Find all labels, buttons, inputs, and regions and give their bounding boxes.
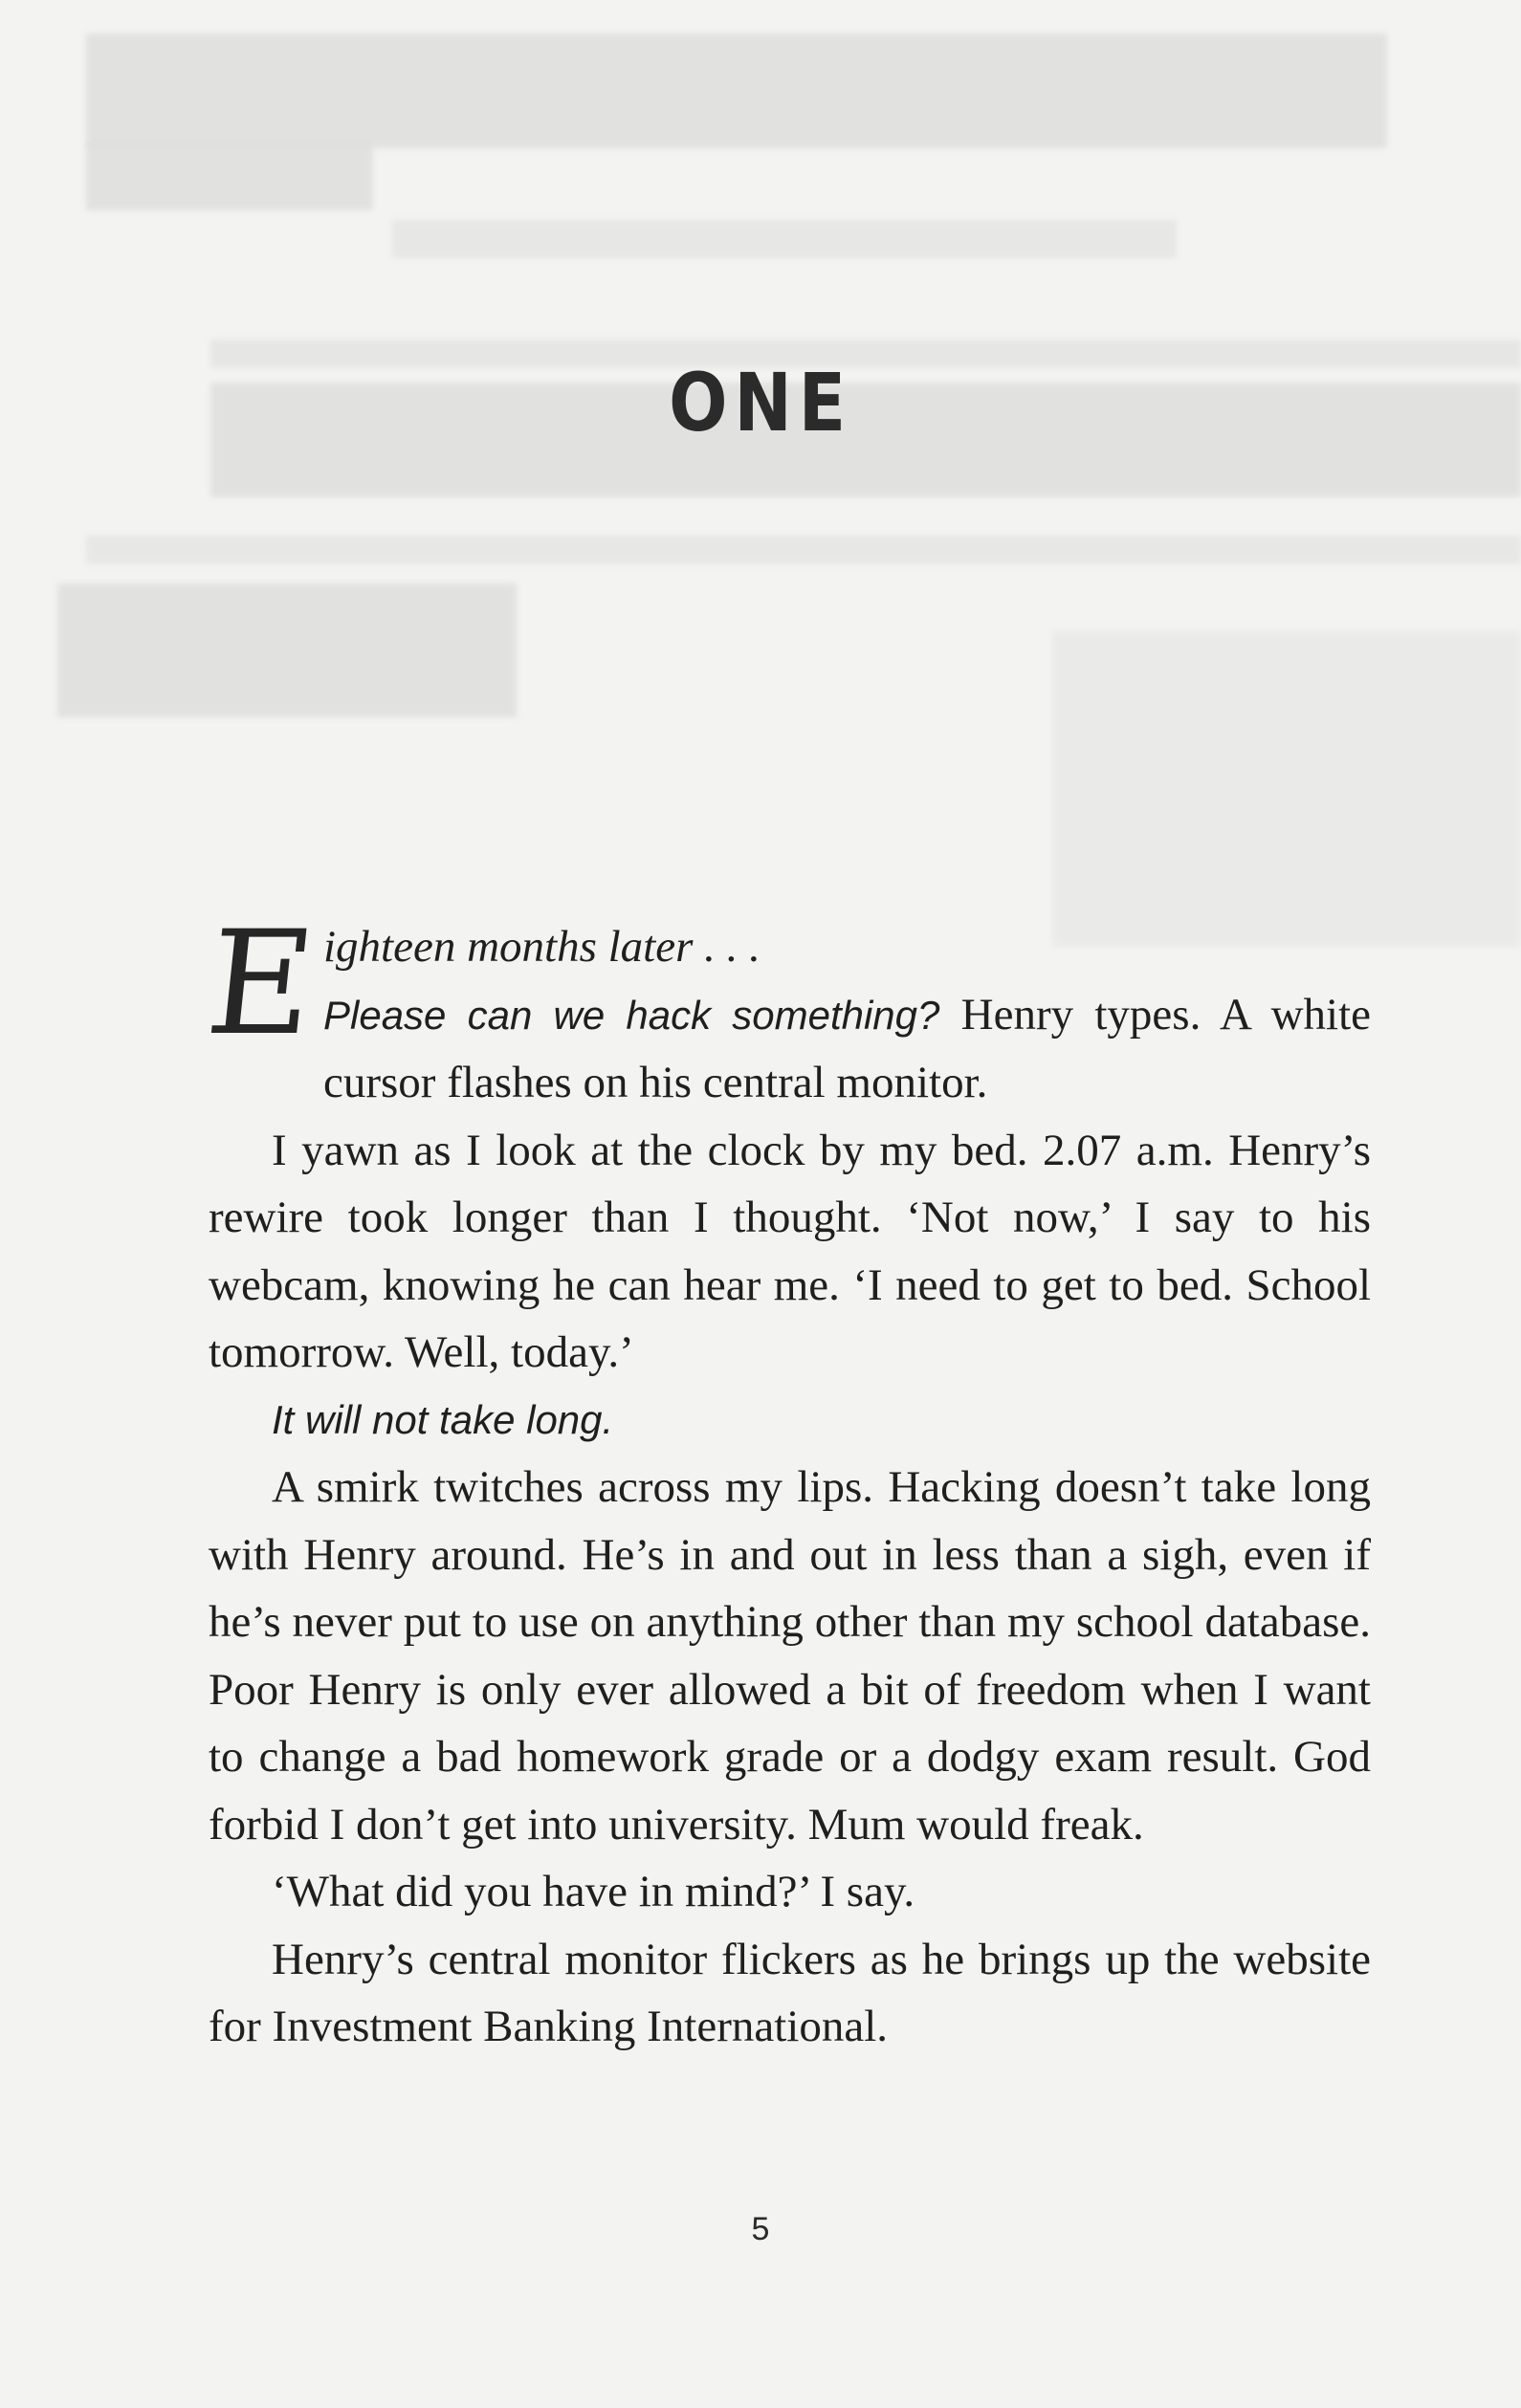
paragraph: Henry’s central monitor flickers as he brings up the website for Investment Banking International. xyxy=(209,1934,1371,2051)
opening-paragraph xyxy=(199,901,1372,1117)
chapter-title: ONE xyxy=(669,356,852,449)
paragraph: I yawn as I look at the clock by my bed. 2.07 a.m. Henry’s rewire took longer than I thought. ‘Not now,’ I say to his webcam, knowing he can hear me. ‘I need to get to bed. School tomorrow. Well, today.’ xyxy=(209,1125,1371,1377)
page-number: 5 xyxy=(751,2211,770,2247)
scan-artifact xyxy=(86,33,1387,148)
drop-cap: E xyxy=(199,901,322,1067)
paragraph: ‘What did you have in mind?’ I say. xyxy=(272,1867,915,1916)
scan-artifact xyxy=(1052,631,1521,947)
henry-message: Please can we hack something? xyxy=(323,992,940,1038)
chapter-body xyxy=(199,901,1372,2061)
opening-narration: Henry types. A white cursor flashes on his central monitor. xyxy=(323,989,1372,1107)
scan-artifact xyxy=(392,220,1177,258)
henry-message-paragraph: It will not take long. xyxy=(272,1396,614,1442)
opening-text xyxy=(323,981,1371,1117)
scan-artifact xyxy=(86,536,1521,564)
paragraph: A smirk twitches across my lips. Hacking doesn’t take long with Henry around. He’s in and out in less than a sigh, even if he’s never put to use on anything other than my school database. Poor Henry is only ever allowed a bit of freedom when I want to change a bad homework grade or a dodgy exam result. God forbid I don’t get into university. Mum would freak. xyxy=(209,1462,1371,1850)
opening-time-marker: ighteen months later . . . xyxy=(323,922,760,972)
scan-artifact xyxy=(86,143,373,210)
scan-artifact xyxy=(57,583,517,717)
